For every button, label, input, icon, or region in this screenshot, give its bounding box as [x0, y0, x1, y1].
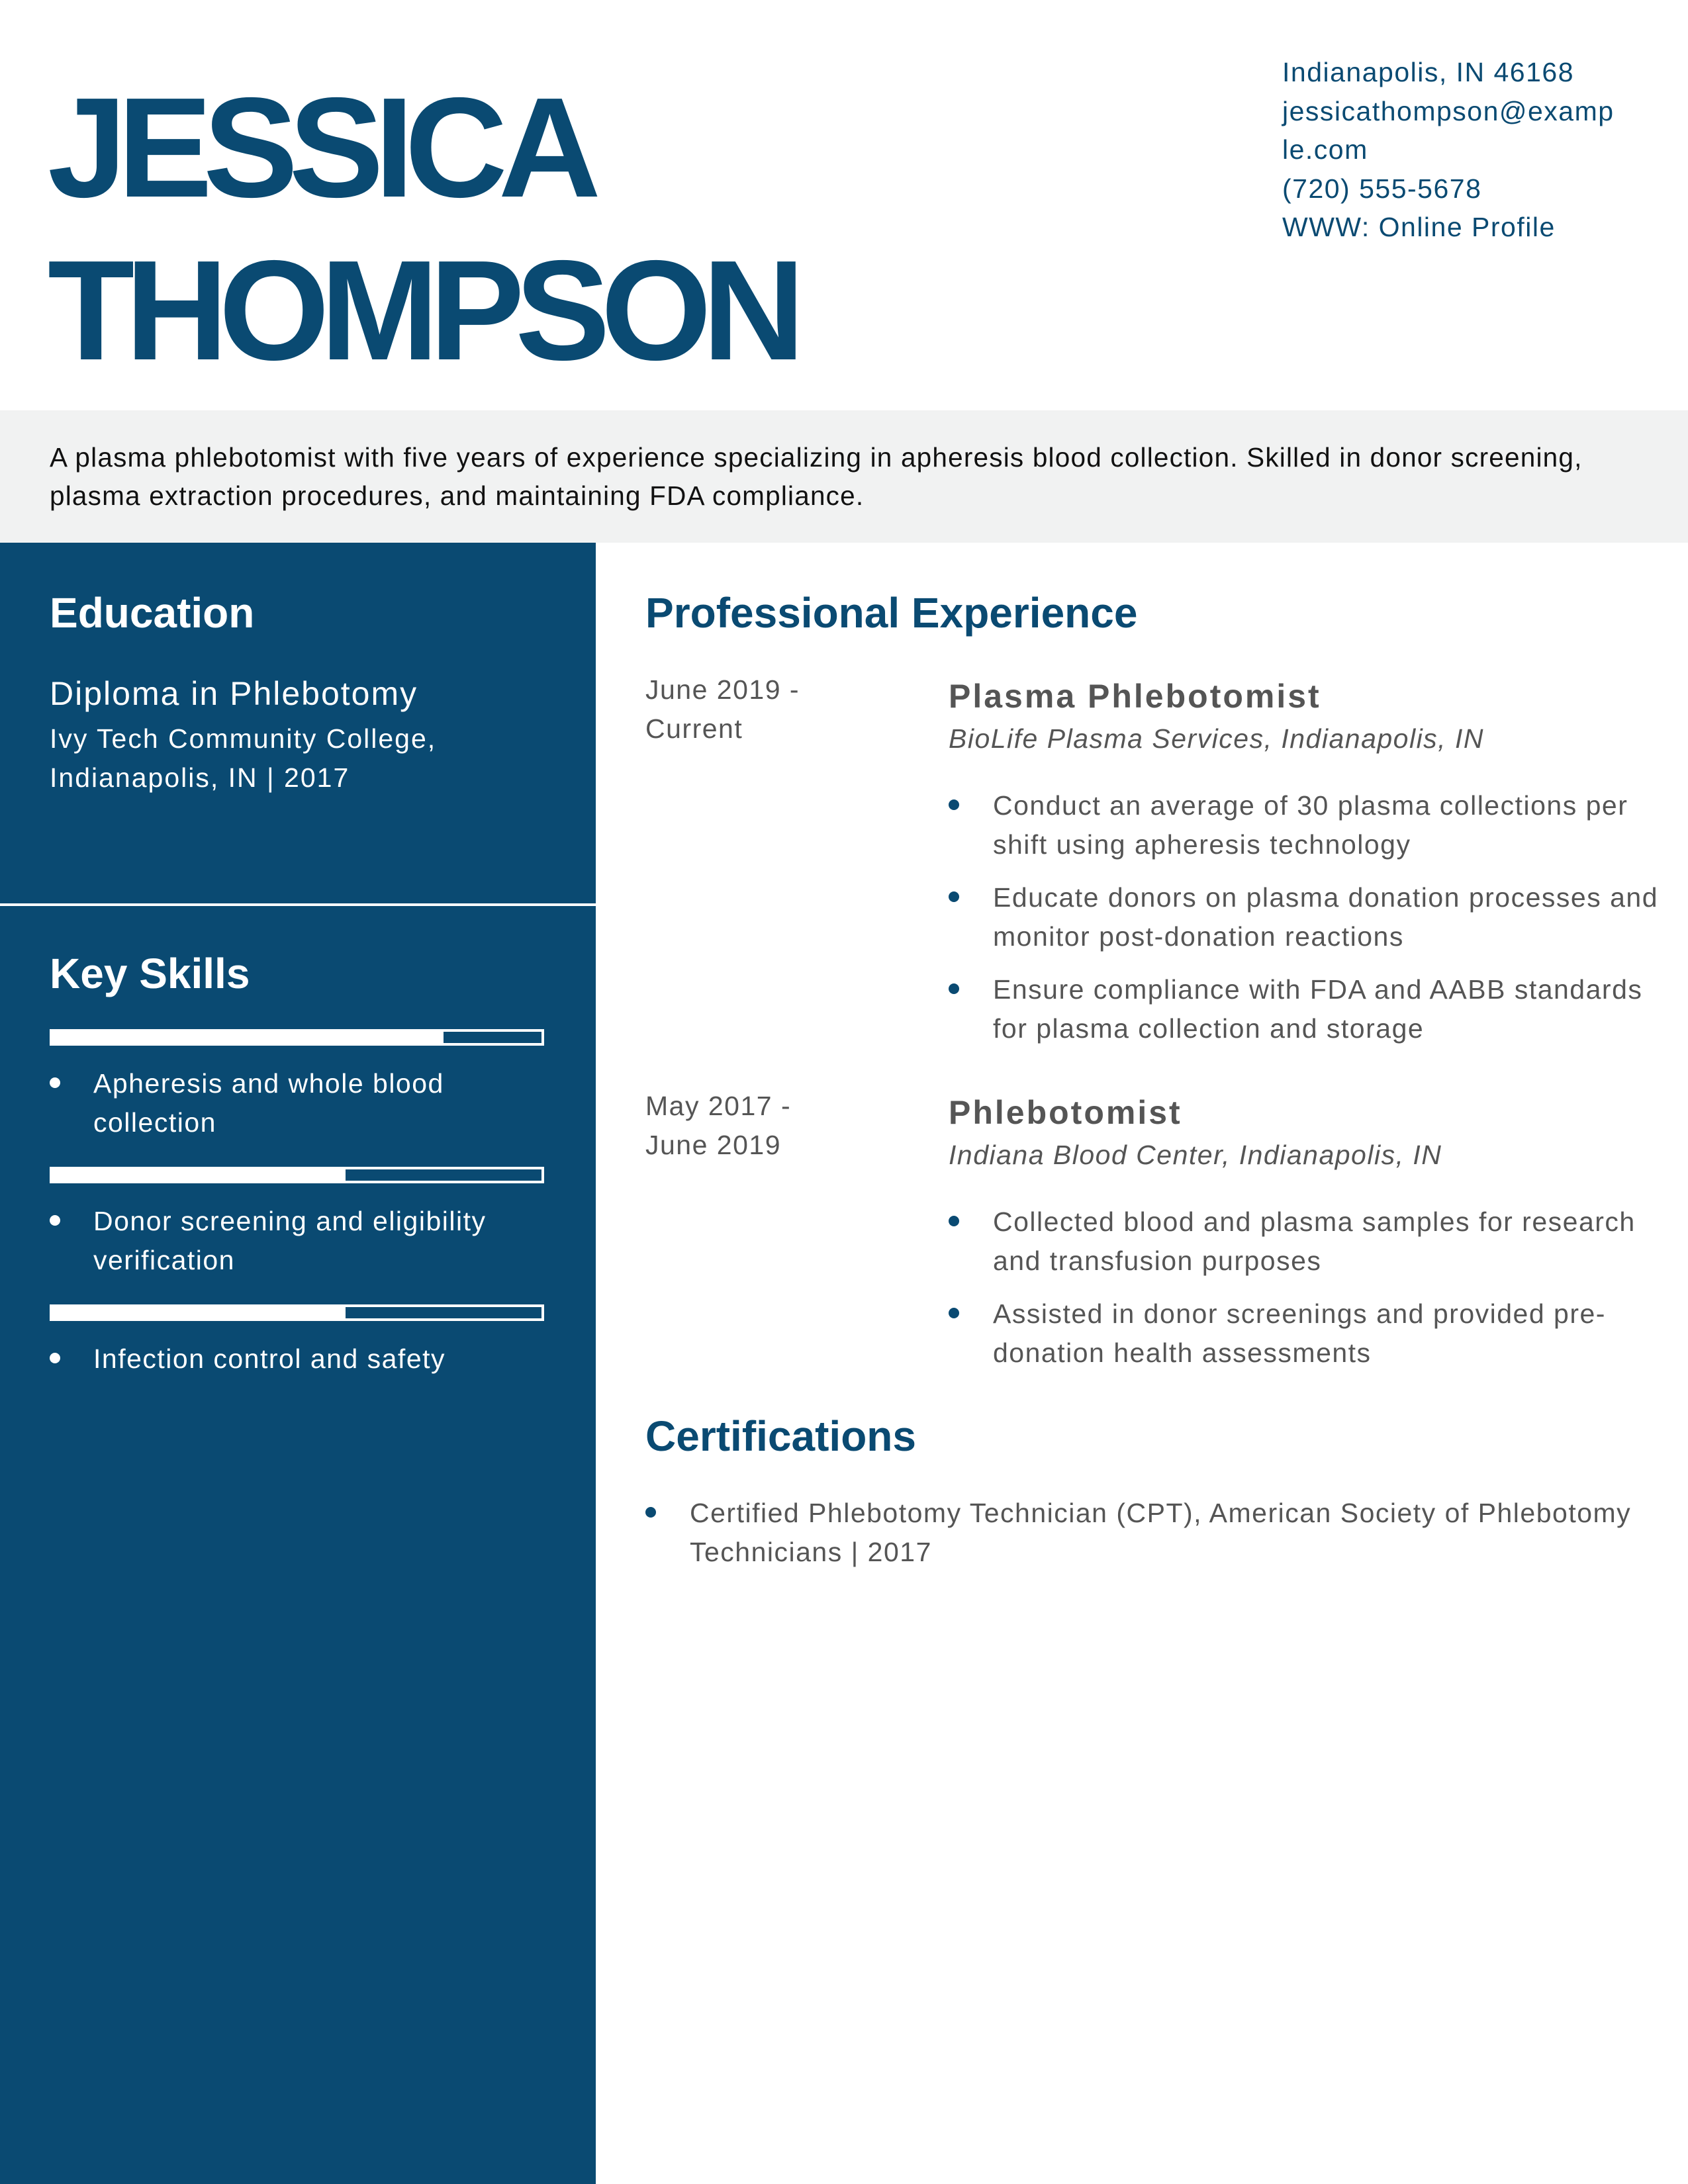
- education-heading: Education: [50, 589, 255, 637]
- skill-label: Infection control and safety: [93, 1343, 446, 1374]
- job-bullet-text: Educate donors on plasma donation processes and monitor post-donation reactions: [993, 882, 1659, 952]
- certifications-heading: Certifications: [645, 1412, 916, 1460]
- bullet-icon: [645, 1507, 656, 1518]
- skill-label: Donor screening and eligibility verification: [93, 1206, 487, 1275]
- contact-email-line-1[interactable]: jessicathompson@examp: [1282, 95, 1615, 126]
- contact-website[interactable]: WWW: Online Profile: [1282, 212, 1556, 242]
- certification-item: [645, 1494, 1665, 1571]
- professional-summary: A plasma phlebotomist with five years of experience specializing in apheresis blood collection. Skilled in donor screening, plasma extraction procedures, and maintaining FDA compliance.: [50, 442, 1583, 511]
- job-bullet: [949, 786, 1670, 864]
- first-name: JESSICA: [48, 68, 592, 227]
- skill-item: [50, 1202, 553, 1279]
- skill-level-bar: [50, 1304, 544, 1321]
- contact-info: [1282, 53, 1653, 247]
- education-degree: Diploma in Phlebotomy: [50, 675, 418, 712]
- sidebar-divider: [0, 903, 596, 906]
- bullet-icon: [949, 799, 959, 810]
- last-name: THOMPSON: [48, 230, 796, 390]
- job-bullet-text: Collected blood and plasma samples for research and transfusion purposes: [993, 1206, 1636, 1276]
- job-dates: June 2019 - Current: [645, 674, 800, 744]
- skill-item: [50, 1064, 553, 1142]
- skill-level-bar: [50, 1167, 544, 1183]
- job-bullet-text: Ensure compliance with FDA and AABB standards for plasma collection and storage: [993, 974, 1643, 1044]
- job-bullet: [949, 1203, 1670, 1280]
- contact-phone[interactable]: (720) 555-5678: [1282, 173, 1482, 204]
- bullet-icon: [50, 1353, 60, 1363]
- bullet-icon: [50, 1077, 60, 1088]
- job-company: Indiana Blood Center, Indianapolis, IN: [949, 1140, 1442, 1170]
- job-bullet-text: Assisted in donor screenings and provided pre-donation health assessments: [993, 1298, 1606, 1368]
- bullet-icon: [949, 891, 959, 902]
- experience-heading: Professional Experience: [645, 589, 1138, 637]
- job-bullet-text: Conduct an average of 30 plasma collections per shift using apheresis technology: [993, 790, 1628, 860]
- job-bullet: [949, 1295, 1670, 1372]
- bullet-icon: [949, 1308, 959, 1318]
- education-school: Ivy Tech Community College, Indianapolis, IN | 2017: [50, 723, 437, 793]
- job-bullet: [949, 970, 1670, 1048]
- bullet-icon: [50, 1215, 60, 1226]
- skill-level-bar: [50, 1029, 544, 1046]
- job-title: Plasma Phlebotomist: [949, 678, 1321, 715]
- job-dates: May 2017 - June 2019: [645, 1091, 792, 1160]
- skill-level-fill: [52, 1307, 346, 1318]
- contact-location: Indianapolis, IN 46168: [1282, 57, 1575, 87]
- job-title: Phlebotomist: [949, 1094, 1182, 1131]
- certification-list: [645, 1494, 1665, 1571]
- skill-item: [50, 1340, 553, 1379]
- bullet-icon: [949, 983, 959, 994]
- certification-text: Certified Phlebotomy Technician (CPT), American Society of Phlebotomy Technicians | 2017: [690, 1498, 1632, 1567]
- key-skills-heading: Key Skills: [50, 950, 250, 997]
- candidate-name: [48, 66, 1173, 392]
- skill-label: Apheresis and whole blood collection: [93, 1068, 444, 1138]
- bullet-icon: [949, 1216, 959, 1226]
- skill-level-fill: [52, 1169, 346, 1181]
- job-bullet: [949, 878, 1670, 956]
- job-bullet-list: [949, 1203, 1670, 1387]
- job-company: BioLife Plasma Services, Indianapolis, IN: [949, 723, 1484, 754]
- job-bullet-list: [949, 786, 1670, 1062]
- skill-level-fill: [52, 1032, 444, 1043]
- contact-email-line-2[interactable]: le.com: [1282, 134, 1368, 165]
